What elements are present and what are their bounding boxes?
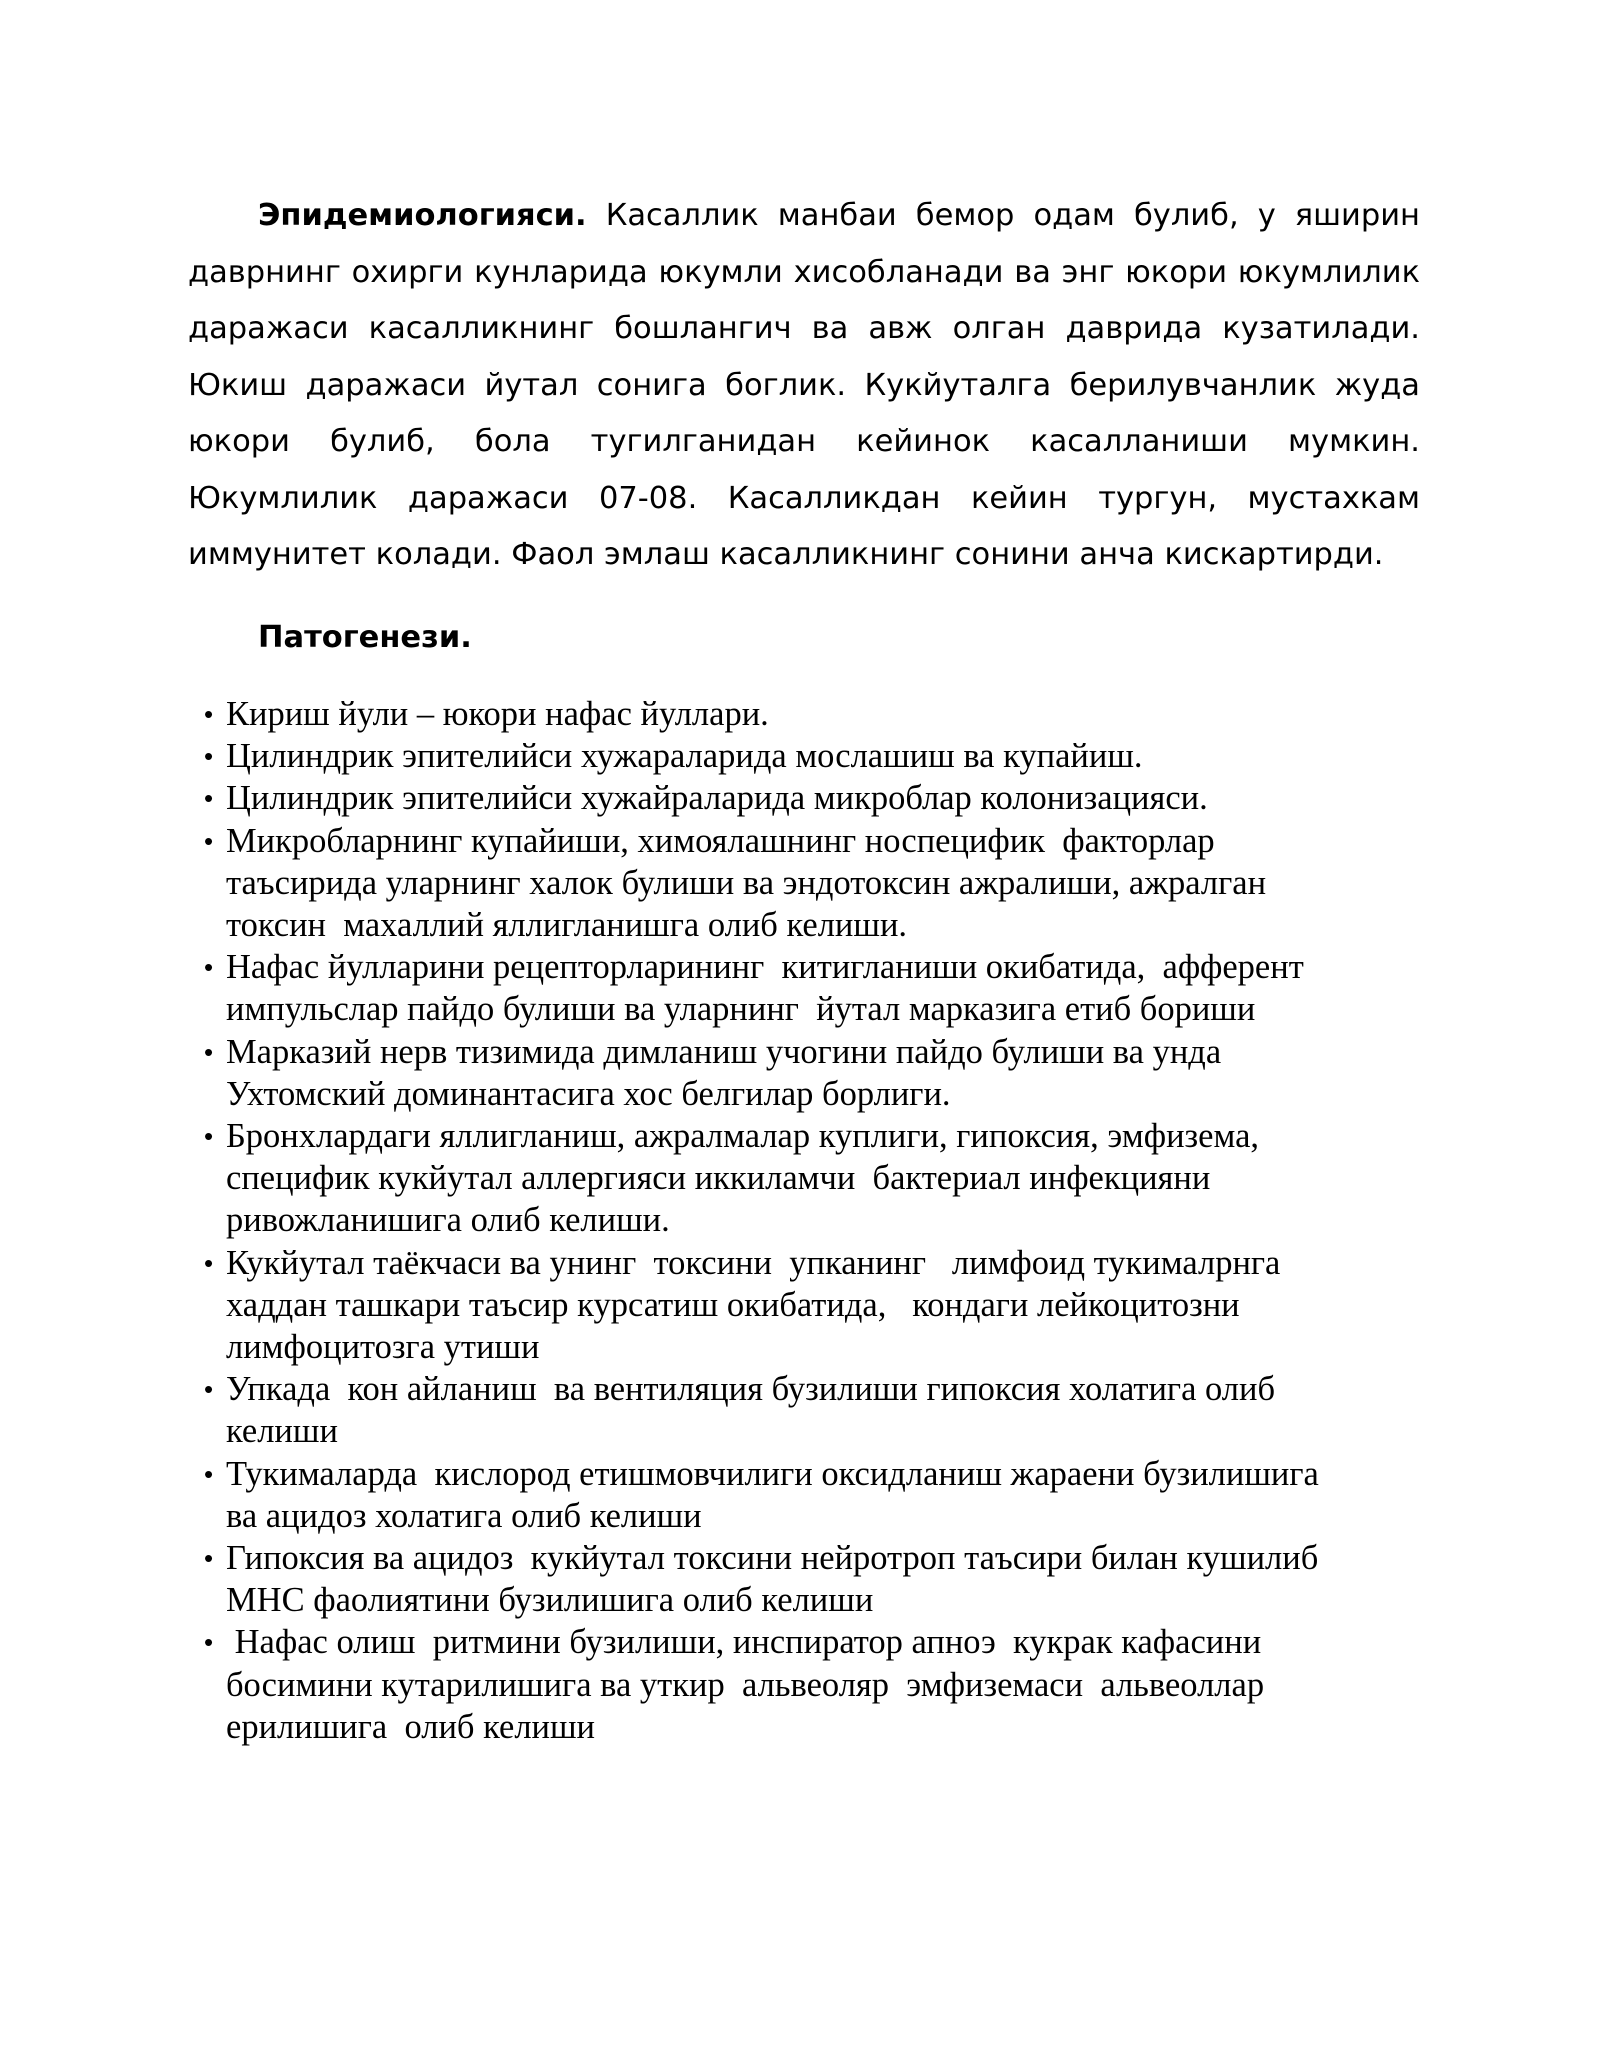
list-item-line: Нафас олиш ритмини бузилиши, инспиратор апноэ кукрак кафасини (226, 1623, 1262, 1662)
list-item-line: хаддан ташкари таъсир курсатиш окибатида, кондаги лейкоцитозни (226, 1285, 1240, 1324)
list-item-line: келиши (226, 1412, 338, 1451)
list-item-line: лимфоцитозга утиши (226, 1328, 540, 1367)
bullet-icon: • (204, 783, 214, 814)
list-item-line: ерилишига олиб келиши (226, 1707, 596, 1746)
list-item-line: Микробларнинг купайиши, химоялашнинг носпецифик факторлар (226, 821, 1215, 860)
list-item-line: босимини кутарилишига ва уткир альвеоляр эмфиземаси альвеоллар (226, 1665, 1265, 1704)
list-item (204, 1242, 1434, 1369)
epidemiology-text: Касаллик манбаи бемор одам булиб, у яширин даврнинг охирги кунларида юкумли хисобланади ва энг юкори юкумлилик даражаси касалликнинг бошлангич ва авж олган даврида кузатилади. Юкиш даражаси йутал сонига боглик. Кукйуталга берилувчанлик жуда юкори булиб, бола тугилганидан кейинок касалланиши мумкин. Юкумлилик даражаси 07-08. Касалликдан кейин тургун, мустахкам иммунитет колади. Фаол эмлаш касалликнинг сонини анча кискартирди. (188, 198, 1420, 572)
list-item-line: Кириш йули – юкори нафас йуллари. (226, 695, 769, 733)
list-item-line: Упкада кон айланиш ва вентиляция бузилиши гипоксия холатига олиб (226, 1370, 1276, 1409)
list-item-line: Цилиндрик эпителийси хужайраларида микроблар колонизацияси. (226, 779, 1208, 818)
bullet-icon: • (204, 1458, 214, 1489)
list-item-line: ва ацидоз холатига олиб келиши (226, 1496, 702, 1535)
list-item (204, 1115, 1434, 1242)
bullet-icon: • (204, 1627, 214, 1658)
bullet-icon: • (204, 825, 214, 856)
list-item-line: импульслар пайдо булиши ва уларнинг йутал марказига етиб бориши (226, 990, 1256, 1029)
list-item-line: Марказий нерв тизимида димланиш учогини пайдо булиши ва унда (226, 1032, 1222, 1071)
list-item-line: Кукйутал таёкчаси ва унинг токсини упканинг лимфоид тукималрнга (226, 1243, 1281, 1282)
bullet-icon: • (204, 1543, 214, 1574)
list-item (204, 777, 1434, 819)
bullet-icon: • (204, 952, 214, 983)
list-item-line: токсин махаллий яллигланишга олиб келиши. (226, 906, 908, 945)
list-item (204, 1031, 1434, 1115)
list-item (204, 735, 1434, 777)
pathogenesis-heading: Патогенези. (258, 620, 472, 655)
list-item-line: ривожланишига олиб келиши. (226, 1201, 670, 1240)
list-item-line: Цилиндрик эпителийси хужараларида мослашиш ва купайиш. (226, 737, 1143, 776)
list-item (204, 1621, 1434, 1748)
list-item-line: Бронхлардаги яллигланиш, ажралмалар куплиги, гипоксия, эмфизема, (226, 1117, 1260, 1156)
epidemiology-heading: Эпидемиологияси. (258, 198, 587, 233)
bullet-icon: • (204, 1121, 214, 1152)
list-item (204, 1537, 1434, 1621)
pathogenesis-list (204, 693, 1434, 1748)
list-item (204, 946, 1434, 1030)
list-item-line: Гипоксия ва ацидоз кукйутал токсини нейротроп таъсири билан кушилиб (226, 1539, 1319, 1578)
bullet-icon: • (204, 699, 214, 729)
list-item (204, 693, 1434, 735)
bullet-icon: • (204, 1374, 214, 1405)
list-item-line: Нафас йулларини рецепторларининг китигланиши окибатида, афферент (226, 948, 1304, 987)
list-item-line: МНС фаолиятини бузилишига олиб келиши (226, 1581, 874, 1620)
bullet-icon: • (204, 1247, 214, 1278)
bullet-icon: • (204, 1036, 214, 1067)
list-item (204, 820, 1434, 947)
list-item-line: специфик кукйутал аллергияси иккиламчи бактериал инфекцияни (226, 1159, 1211, 1198)
list-item (204, 1368, 1434, 1452)
list-item-line: Ухтомский доминантасига хос белгилар борлиги. (226, 1074, 951, 1113)
list-item-line: таъсирида уларнинг халок булиши ва эндотоксин ажралиши, ажралган (226, 863, 1267, 902)
bullet-icon: • (204, 741, 214, 772)
list-item (204, 1453, 1434, 1537)
list-item-line: Тукималарда кислород етишмовчилиги оксидланиш жараени бузилишига (226, 1454, 1319, 1493)
epidemiology-paragraph (188, 188, 1420, 584)
